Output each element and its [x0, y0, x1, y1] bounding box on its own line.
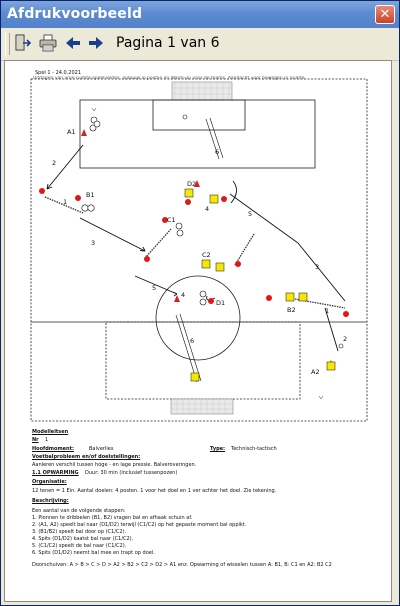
- label-num-2a: 2: [52, 159, 57, 167]
- label-c2: C2: [202, 251, 211, 259]
- organisatie-text: 12 tenen = 1 Ein. Aantal doelen: 4 posten. 1 voor het doel en 1 ver achter het doel. Zie tekening.: [32, 488, 277, 494]
- label-b2: B2: [287, 306, 296, 314]
- printer-icon[interactable]: [39, 34, 57, 52]
- type-value: Technisch-tactisch: [231, 446, 277, 452]
- label-num-5a: 5: [248, 210, 253, 218]
- opwarming-text: Duur: 30 min (inclusief tussenpozen): [85, 470, 178, 476]
- opwarming-label: 1.1 OPWARMING: [32, 470, 79, 476]
- voetbalprobleem-text: Aanleren verschil tussen hoge - en lage pressie. Balveroveringen.: [32, 462, 197, 468]
- label-num-2b: 2: [343, 335, 348, 343]
- step-item: 5. (C1/C2) speelt de bal naar (C1/C2).: [32, 543, 127, 549]
- nr-label: Nr: [32, 437, 39, 443]
- close-button[interactable]: ✕: [375, 5, 395, 24]
- arrow-left-icon[interactable]: [64, 34, 82, 52]
- page-indicator: Pagina 1 van 6: [116, 35, 220, 51]
- section-title: Modelleitsen: [32, 429, 69, 435]
- label-num-5b: 5: [152, 284, 157, 292]
- toolbar-grip[interactable]: [5, 33, 10, 55]
- label-num-6a: 6: [215, 148, 220, 156]
- step-item: 2. (A1, A2) speelt bal naar (D1/D2) terwijl (C1/C2) op het gepaste moment bal oppikt.: [32, 522, 247, 528]
- label-num-1a: 1: [63, 198, 68, 206]
- beschrijving-label: Beschrijving:: [32, 498, 69, 504]
- steps-intro: Een aantal van de volgende stappen:: [32, 508, 126, 514]
- rotation-text: Doorschuiven: A > B > C > D > A2 > B2 > C2 > D2 > A1 enz. Opwarming of wisselen tussen A: B1, B: C1 en A2: B2 C2: [32, 562, 332, 568]
- toolbar: [1, 28, 399, 61]
- label-a1: A1: [67, 128, 76, 136]
- label-a2: A2: [311, 368, 320, 376]
- step-item: 3. (B1/B2) speelt bal door op (C1/C2).: [32, 529, 127, 535]
- document-header-subtitle: Uitdagen van vrije-ruimte-speelvelden, opbouw in positie en Warm-up voor de teams. Aandacht voor bewegen in ruimte.: [33, 76, 306, 81]
- label-d1: D1: [216, 299, 226, 307]
- step-item: 4. Spits (D1/D2) kaatst bal naar (C1/C2).: [32, 536, 134, 542]
- step-item: 6. Spits (D1/D2) neemt bal mee en trapt op doel.: [32, 550, 155, 556]
- label-c1: C1: [167, 216, 176, 224]
- drill-diagram: [5, 61, 393, 431]
- label-b1: B1: [86, 191, 95, 199]
- label-d2: D2: [187, 180, 197, 188]
- window-title: Afdrukvoorbeeld: [7, 6, 143, 22]
- document-header: Spel 1 - 24.0.2021: [35, 70, 82, 76]
- nr-value: 1: [45, 437, 49, 443]
- hoofdmoment-value: Balverlies: [89, 446, 114, 452]
- arrow-right-icon[interactable]: [87, 34, 105, 52]
- hoofdmoment-label: Hoofdmoment:: [32, 446, 75, 452]
- label-num-4b: 4: [181, 291, 186, 299]
- label-num-1b: 1: [325, 307, 330, 315]
- document-page: [4, 60, 392, 602]
- label-num-3b: 3: [315, 263, 320, 271]
- organisatie-label: Organisatie:: [32, 479, 67, 485]
- label-num-3a: 3: [91, 239, 96, 247]
- type-label: Type:: [210, 446, 226, 452]
- step-item: 1. Pionnen te dribbelen (B1, B2) vragen bal en afhaak schuin af.: [32, 515, 193, 521]
- label-num-6b: 6: [190, 337, 195, 345]
- title-bar[interactable]: [1, 1, 399, 28]
- label-num-4a: 4: [205, 205, 210, 213]
- exit-icon[interactable]: [14, 34, 32, 52]
- voetbalprobleem-label: Voetbalprobleem en/of doelstellingen:: [32, 454, 141, 460]
